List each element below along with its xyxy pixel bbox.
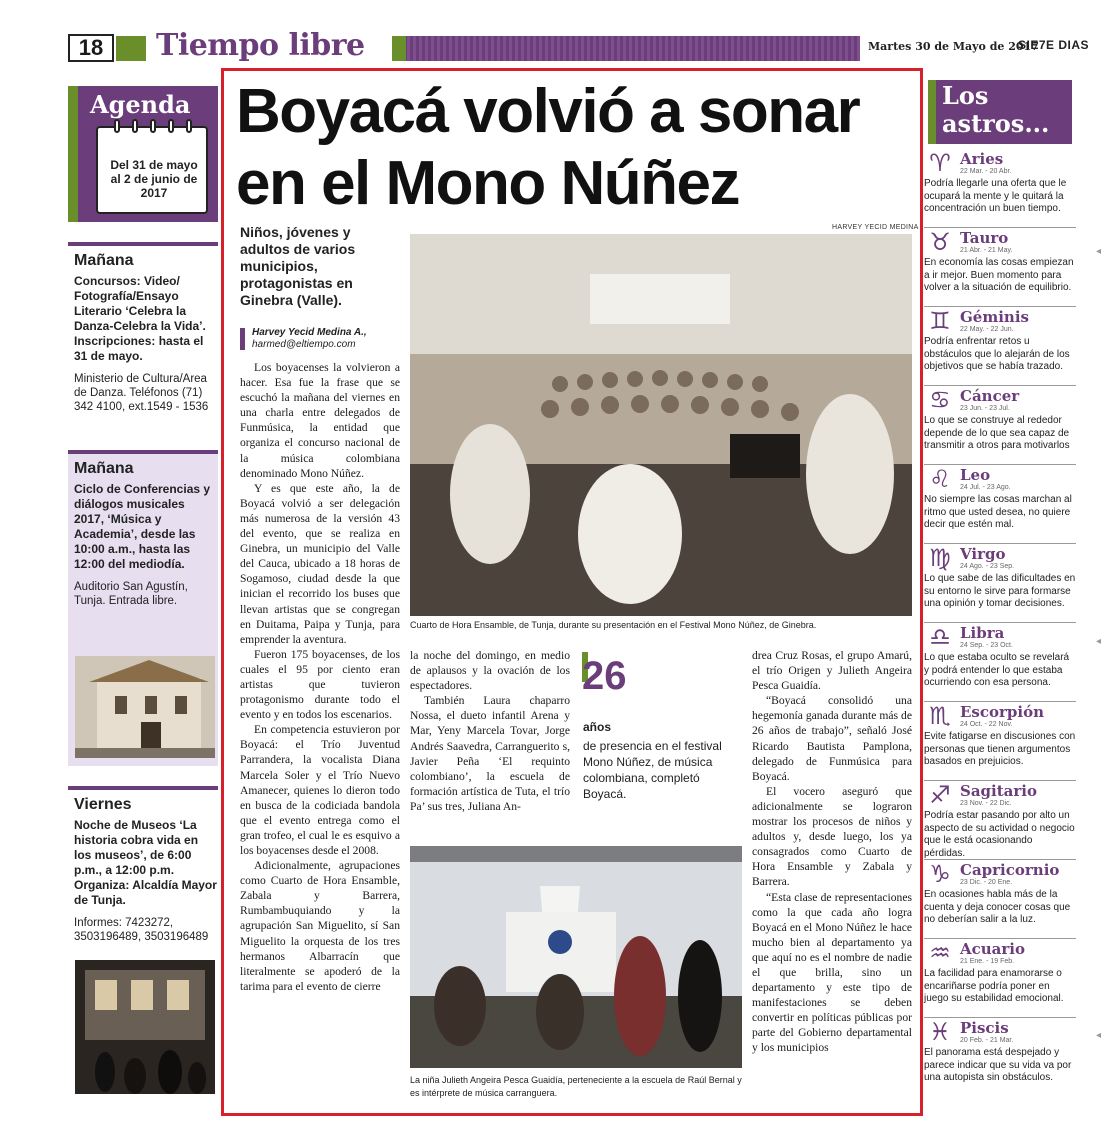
article-column-1 bbox=[240, 360, 400, 994]
photo-caption: La niña Julieth Angeira Pesca Guaidía, perteneciente a la escuela de Raúl Bernal y es intérprete de música carranguera. bbox=[410, 1075, 742, 1098]
stat-unit: años bbox=[583, 720, 612, 734]
article-headline: Boyacá volvió a sonar en el Mono Núñez bbox=[236, 77, 860, 218]
paragraph: En competencia estuvieron por Boyacá: el Trío Juventud Parrandera, la vocalista Diana Marcela Soler y el Trío Nuevo Amanecer, quienes lo dieron todo en busca de la codiciada bandola que el evento entrega como el gran trofeo, el cual le es esquivo a los boyacenses desde el 2008. bbox=[240, 723, 400, 857]
stat-description: de presencia en el festival Mono Núñez, de música colombiana, completó Boyacá. bbox=[583, 739, 722, 801]
sign-prediction: Podría llegarle una oferta que le ocupará la mente y le quitará la concentración un buen tiempo. bbox=[924, 178, 1067, 215]
horoscope-sign bbox=[924, 1019, 1076, 1098]
paragraph: “Esta clase de representaciones como la que cada año logra Boyacá en el Mono Núñez le hace mucho bien al departamento ya que aquí no es el nombre de nadie el que brilla, sino un departamento y este tipo de manifestaciones se deben convertir en políticas públicas por parte del Gobierno departamental y los municipios bbox=[752, 890, 912, 1055]
paragraph: “Boyacá consolidó una hegemonía ganada durante más de 26 años de trabajo”, señaló José Ricardo Bautista Pamplona, delegado de Funmúsica para Boyacá. bbox=[752, 694, 912, 783]
gemini-icon: ♊ bbox=[929, 307, 951, 335]
sign-prediction: Podría enfrentar retos u obstáculos que lo alejarán de los objetivos que se había trazado. bbox=[924, 336, 1070, 373]
calendar-ring-icon bbox=[132, 119, 138, 133]
calendar-icon bbox=[96, 126, 208, 214]
sign-dates: 23 Dic. - 20 Ene. bbox=[960, 879, 1013, 886]
agenda-date-range: Del 31 de mayo al 2 de junio de 2017 bbox=[110, 158, 198, 200]
author-email: harmed@eltiempo.com bbox=[252, 339, 356, 350]
sign-prediction: La facilidad para enamorarse o encariñarse podría poner en juego su estabilidad emocional. bbox=[924, 968, 1064, 1005]
horoscope-sign bbox=[924, 308, 1076, 387]
photo-caption: Cuarto de Hora Ensamble, de Tunja, durante su presentación en el Festival Mono Núñez, de Ginebra. bbox=[410, 620, 817, 630]
sign-name: Géminis bbox=[960, 308, 1029, 326]
sign-prediction: Lo que estaba oculto se revelará y podrá entender lo que estaba ocurriendo con esa persona. bbox=[924, 652, 1070, 689]
agenda-green-accent bbox=[68, 86, 78, 222]
byline-accent bbox=[240, 328, 245, 350]
horoscope-sign bbox=[924, 782, 1076, 861]
aries-icon: ♈ bbox=[929, 149, 951, 177]
agenda-item-body: Concursos: Video/ Fotografía/Ensayo Literario ‘Celebra la Danza-Celebra la Vida’. Inscripciones: hasta el 31 de mayo. bbox=[74, 274, 206, 363]
sign-prediction: El panorama está despejado y parece indicar que su vida va por una autopista sin obstáculos. bbox=[924, 1047, 1072, 1084]
edge-arrow-icon: ◂ bbox=[1096, 246, 1102, 257]
agenda-item bbox=[68, 242, 218, 414]
sign-dates: 24 Sep. - 23 Oct. bbox=[960, 642, 1013, 649]
brand-logo: SIE7E DIAS bbox=[1018, 38, 1090, 52]
horoscope-sign bbox=[924, 545, 1076, 624]
performer-photo bbox=[410, 846, 742, 1068]
leo-icon: ♌ bbox=[929, 465, 951, 493]
sign-name: Leo bbox=[960, 466, 991, 484]
agenda-item-details: Ministerio de Cultura/Area de Danza. Teléfonos (71) 342 4100, ext.1549 - 1536 bbox=[74, 373, 209, 413]
sign-dates: 20 Feb. - 21 Mar. bbox=[960, 1037, 1014, 1044]
agenda-item-day: Viernes bbox=[68, 786, 218, 818]
calendar-ring-icon bbox=[186, 119, 192, 133]
sign-prediction: Lo que sabe de las dificultades en su entorno le sirve para formarse una opinión y tomar decisiones. bbox=[924, 573, 1076, 610]
paragraph: Y es que este año, la de Boyacá volvió a ser delegación más numerosa de la versión 43 del evento, que se realiza en Ginebra, un municipio del Valle del Cauca, ubicado a 18 horas de Sogamoso, ciudad desde la que inician el recorrido los buses que llevan artistas que se congregan en Duitama, Paipa y Tunja, para emprender la aventura. bbox=[240, 481, 400, 646]
sign-name: Piscis bbox=[960, 1019, 1009, 1037]
pisces-icon: ♓ bbox=[929, 1018, 951, 1046]
sign-name: Virgo bbox=[960, 545, 1006, 563]
paragraph: Fueron 175 boyacenses, de los cuales el 95 por ciento eran artistas que tuvieron protagonismo durante todo el evento y en todos los escenarios. bbox=[240, 647, 400, 722]
agenda-item-day: Mañana bbox=[68, 450, 218, 482]
aquarius-icon: ♒ bbox=[929, 939, 951, 967]
paragraph: la noche del domingo, en medio de aplausos y la ovación de los espectadores. bbox=[410, 649, 570, 693]
agenda-item bbox=[68, 786, 218, 944]
sign-prediction: Podría estar pasando por alto un aspecto de su actividad o negocio que le está ocasionando pérdidas. bbox=[924, 810, 1075, 859]
calendar-ring-icon bbox=[168, 119, 174, 133]
sign-name: Cáncer bbox=[960, 387, 1020, 405]
header-green-accent bbox=[392, 36, 406, 61]
libra-icon: ♎ bbox=[929, 623, 951, 651]
sign-name: Libra bbox=[960, 624, 1005, 642]
sign-prediction: Evite fatigarse en discusiones con personas que tienen argumentos basados en prejuicios. bbox=[924, 731, 1076, 768]
paragraph: También Laura chaparro Nossa, el dueto infantil Arena y Mar, Yeny Marcela Tovar, Jorge Andrés Saavedra, Carranguerito s, Javier Peña ‘El requinto colombiano’, la escuela de formación artística de Tuta, el trío Pa’ sus tres, Juliana An- bbox=[410, 694, 570, 813]
scorpio-icon: ♏ bbox=[929, 702, 951, 730]
virgo-icon: ♍ bbox=[929, 544, 951, 572]
author-name: Harvey Yecid Medina A., bbox=[252, 327, 367, 338]
edge-arrow-icon: ◂ bbox=[1096, 636, 1102, 647]
concert-photo bbox=[410, 234, 912, 616]
photo-credit: HARVEY YECID MEDINA bbox=[832, 224, 919, 231]
calendar-ring-icon bbox=[150, 119, 156, 133]
horoscope-sign bbox=[924, 466, 1076, 545]
edge-arrow-icon: ◂ bbox=[1096, 1030, 1102, 1041]
section-title: Tiempo libre bbox=[156, 28, 365, 63]
sign-dates: 22 May. - 22 Jun. bbox=[960, 326, 1014, 333]
horoscope-sign bbox=[924, 861, 1076, 940]
sign-dates: 24 Jul. - 23 Ago. bbox=[960, 484, 1011, 491]
agenda-item-details: Informes: 7423272, 3503196489, 3503196489 bbox=[74, 917, 209, 943]
agenda-title: Agenda bbox=[90, 90, 191, 119]
sign-dates: 21 Abr. - 21 May. bbox=[960, 247, 1013, 254]
paragraph: El vocero aseguró que adicionalmente se lograron mostrar los procesos de niños y adultos y, desde luego, los ya consagrados como Cuarto de Hora Ensamble y Zabala y Barrera. bbox=[752, 784, 912, 889]
issue-date: Martes 30 de Mayo de 2017 bbox=[868, 40, 1039, 53]
capricorn-icon: ♑ bbox=[929, 860, 951, 888]
agenda-item-body: Noche de Museos ‘La historia cobra vida en los museos’, de 6:00 p.m., a 12:00 p.m. Organiza: Alcaldía Mayor de Tunja. bbox=[74, 818, 217, 907]
museum-night-photo bbox=[75, 960, 215, 1094]
sagittarius-icon: ♐ bbox=[929, 781, 951, 809]
sign-name: Capricornio bbox=[960, 861, 1060, 879]
cancer-icon: ♋ bbox=[929, 386, 951, 414]
horoscope-sign bbox=[924, 703, 1076, 782]
horoscope-sign bbox=[924, 624, 1076, 703]
horoscope-green-accent bbox=[928, 80, 936, 144]
horoscope-sign bbox=[924, 150, 1076, 229]
sign-prediction: No siempre las cosas marchan al ritmo que usted desea, no quiere decir que estén mal. bbox=[924, 494, 1072, 531]
sign-prediction: En ocasiones habla más de la cuenta y deja conocer cosas que no deberían salir a la luz. bbox=[924, 889, 1071, 926]
page-number: 18 bbox=[68, 34, 114, 62]
article-deck: Niños, jóvenes y adultos de varios municipios, protagonistas en Ginebra (Valle). bbox=[240, 224, 356, 308]
article-column-3 bbox=[752, 648, 912, 1056]
header-green-bar bbox=[116, 36, 146, 61]
church-photo bbox=[75, 656, 215, 758]
article-column-2 bbox=[410, 648, 570, 814]
horoscope-title: Los astros... bbox=[942, 81, 1050, 138]
sign-prediction: Lo que se construye al rededor depende de lo que sea capaz de transmitir a otros para motivarlos bbox=[924, 415, 1070, 452]
stat-number: 26 bbox=[582, 654, 627, 698]
paragraph: Los boyacenses la volvieron a hacer. Esa fue la frase que se escuchó la mañana del viernes en una charla entre delegados de Funmúsica, la entidad que organiza el concurso nacional de la música colombiana denominado Mono Núñez. bbox=[240, 361, 400, 480]
sign-dates: 24 Ago. - 23 Sep. bbox=[960, 563, 1015, 570]
agenda-item-details: Auditorio San Agustín, Tunja. Entrada libre. bbox=[74, 581, 188, 607]
sign-name: Aries bbox=[960, 150, 1004, 168]
sign-dates: 23 Nov. - 22 Dic. bbox=[960, 800, 1012, 807]
sign-prediction: En economía las cosas empiezan a ir mejor. Buen momento para volver a la situación de equilibrio. bbox=[924, 257, 1074, 294]
horoscope-sign bbox=[924, 387, 1076, 466]
sign-dates: 23 Jun. - 23 Jul. bbox=[960, 405, 1010, 412]
header-stripe bbox=[392, 36, 860, 61]
agenda-item-body: Ciclo de Conferencias y diálogos musicales 2017, ‘Música y Academia’, desde las 10:00 a.m., hasta las 12:00 del mediodía. bbox=[74, 482, 211, 571]
sign-dates: 24 Oct. - 22 Nov. bbox=[960, 721, 1013, 728]
calendar-ring-icon bbox=[114, 119, 120, 133]
sign-dates: 21 Ene. - 19 Feb. bbox=[960, 958, 1015, 965]
sign-name: Tauro bbox=[960, 229, 1009, 247]
sign-name: Sagitario bbox=[960, 782, 1037, 800]
agenda-item-day: Mañana bbox=[68, 242, 218, 274]
sign-name: Acuario bbox=[960, 940, 1026, 958]
paragraph: Adicionalmente, agrupaciones como Cuarto de Hora Ensamble, Zabala y Barrera, Rumbambuquiando y la agrupación San Miguelito, sí San Miguelito la orquesta de los tres hermanos Albarracín que literalmente se apoderó de la tarima para el evento de cierre bbox=[240, 859, 400, 993]
horoscope-sign bbox=[924, 940, 1076, 1019]
sign-dates: 22 Mar. - 20 Abr. bbox=[960, 168, 1012, 175]
taurus-icon: ♉ bbox=[929, 228, 951, 256]
sign-name: Escorpión bbox=[960, 703, 1045, 721]
paragraph: drea Cruz Rosas, el grupo Amarú, el trío Origen y Julieth Angeira Pesca Guaidía. bbox=[752, 649, 912, 693]
horoscope-sign bbox=[924, 229, 1076, 308]
